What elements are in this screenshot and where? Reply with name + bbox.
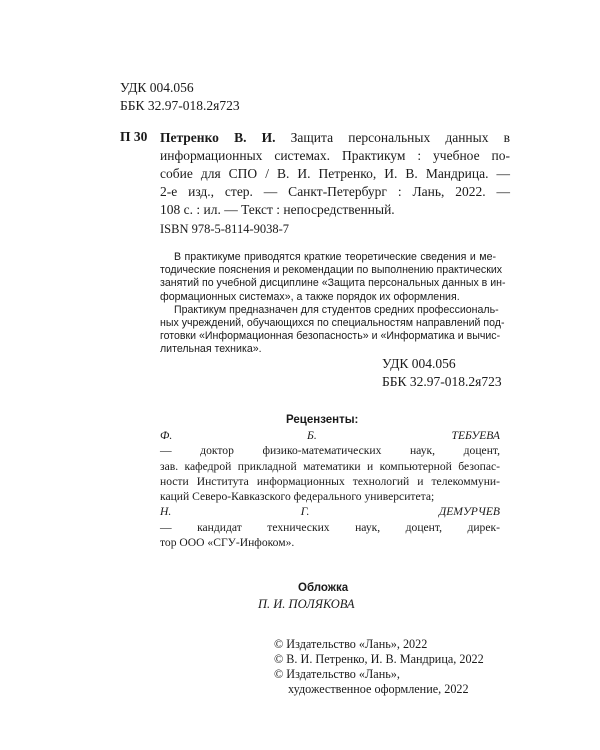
annotation-p1-line-4: формационных системах», а также порядок их оформления. <box>160 290 460 303</box>
author-name: Петренко В. И. <box>160 130 276 145</box>
reviewer-1-line-4: каций Северо-Кавказского федерального университета; <box>160 490 435 504</box>
annotation-p1-line-3: занятий по учебной дисциплине «Защита персональных данных в ин- <box>160 277 506 290</box>
annotation-p2-line-1: Практикум предназначен для студентов средних профессиональ- <box>174 303 499 316</box>
udk-code: УДК 004.056 <box>120 80 194 95</box>
copyright-3: © Издательство «Лань», <box>274 667 400 681</box>
cover-artist: П. И. ПОЛЯКОВА <box>258 597 355 611</box>
library-code: П 30 <box>120 129 148 144</box>
bib-line-2: информационных системах. Практикум : учебное по- <box>160 148 510 163</box>
reviewers-heading: Рецензенты: <box>286 414 359 426</box>
annotation <box>160 251 506 357</box>
reviewer-2-line-1 <box>160 504 500 535</box>
reviewer-1-name: Ф. Б. ТЕБУЕВА <box>160 429 500 442</box>
annotation-p2-line-2: ных учреждений, обучающихся по специальностям направлений под- <box>160 317 505 330</box>
bib-line-1 <box>160 129 510 147</box>
reviewer-2-name: Н. Г. ДЕМУРЧЕВ <box>160 505 500 519</box>
reviewer-1-line-2: зав. кафедрой прикладной математики и компьютерной безопас- <box>160 459 500 473</box>
reviewer-2-text: — кандидат технических наук, доцент, дирек- <box>160 520 500 534</box>
annotation-p1-line-1: В практикуме приводятся краткие теоретические сведения и ме- <box>174 251 496 263</box>
bib-line-3: собие для СПО / В. И. Петренко, И. В. Мандрица. — <box>160 166 510 181</box>
reviewer-1-line-1 <box>160 428 500 459</box>
bib-line-5: 108 с. : ил. — Текст : непосредственный. <box>160 202 395 217</box>
bbk-code-right: ББК 32.97-018.2я723 <box>382 374 502 389</box>
isbn: ISBN 978-5-8114-9038-7 <box>160 222 290 236</box>
reviewers-list <box>160 428 500 550</box>
copyright-2: © В. И. Петренко, И. В. Мандрица, 2022 <box>274 652 484 666</box>
cover-label: Обложка <box>298 582 349 594</box>
book-title-start: Защита персональных данных в <box>290 130 511 145</box>
annotation-p2-line-4: лительная техника». <box>160 343 262 356</box>
udk-code-right: УДК 004.056 <box>382 356 456 371</box>
bibliographic-record <box>160 129 510 219</box>
reviewer-2-line-2: тор ООО «СГУ-Инфоком». <box>160 536 295 550</box>
bib-line-4: 2-е изд., стер. — Санкт-Петербург : Лань, 2022. — <box>160 184 510 199</box>
annotation-p1-line-2: тодические пояснения и рекомендации по выполнению практических <box>160 264 503 277</box>
copyright-1: © Издательство «Лань», 2022 <box>274 637 428 651</box>
reviewer-1-text: — доктор физико-математических наук, доцент, <box>160 444 500 458</box>
copyright-4: художественное оформление, 2022 <box>288 682 469 696</box>
bbk-code: ББК 32.97-018.2я723 <box>120 98 240 113</box>
annotation-p2-line-3: готовки «Информационная безопасность» и «Информатика и вычис- <box>160 330 501 343</box>
reviewer-1-line-3: ности Института информационных технологий и телекоммуни- <box>160 474 500 488</box>
